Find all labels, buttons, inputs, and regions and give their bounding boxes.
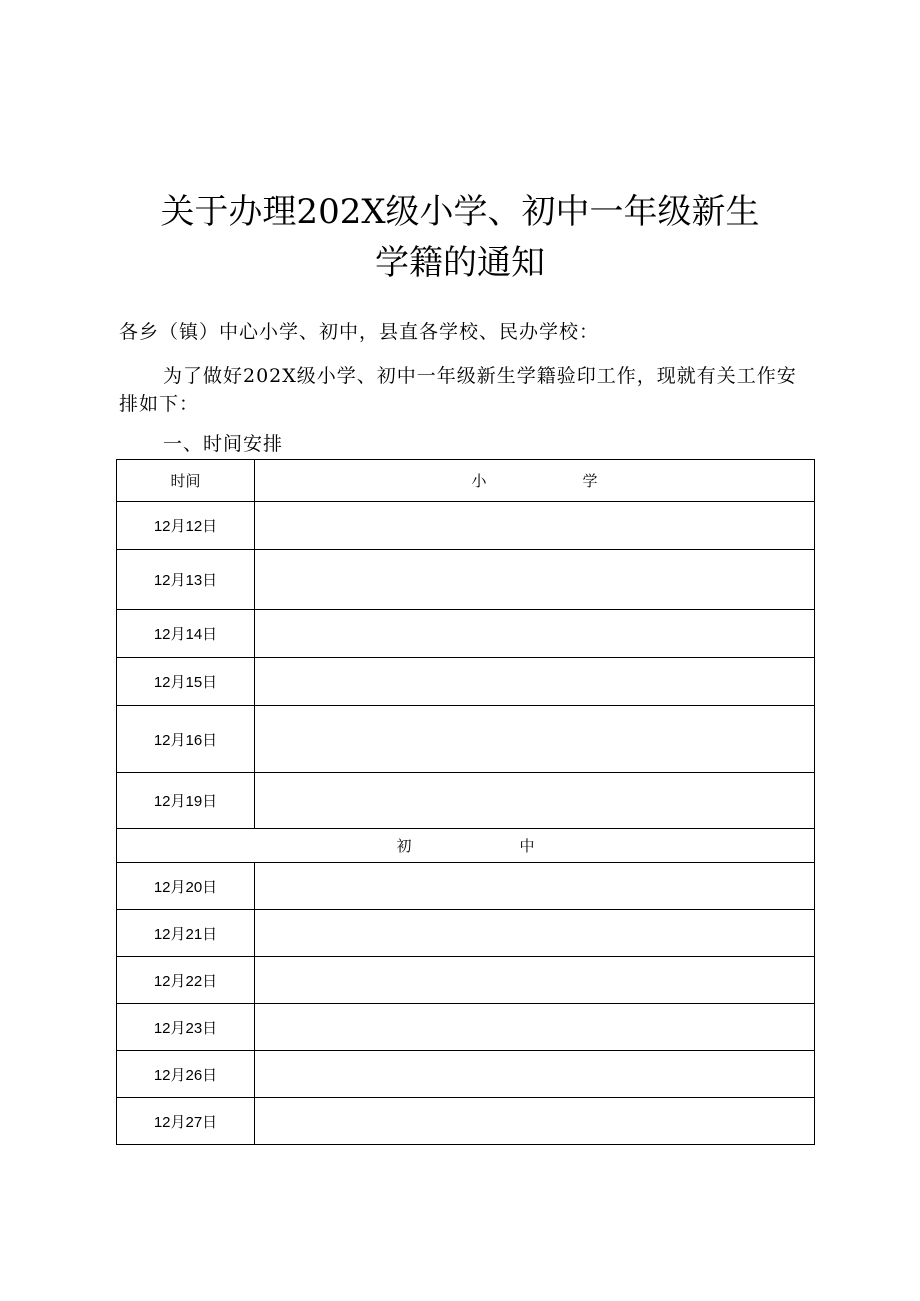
row-content (255, 1004, 815, 1051)
table-row (117, 1004, 815, 1051)
table-row (117, 658, 815, 706)
row-content (255, 957, 815, 1004)
row-content (255, 773, 815, 829)
salutation: 各乡（镇）中心小学、初中，县直各学校、民办学校： (119, 321, 600, 343)
body-paragraph: 为了做好202X级小学、初中一年级新生学籍验印工作，现就有关工作安排如下： (119, 365, 797, 415)
row-content (255, 863, 815, 910)
document-title-line-1: 关于办理202X级小学、初中一年级新生 (160, 192, 760, 232)
middle-school-header-row (117, 829, 815, 863)
row-date: 12月16日 (117, 706, 255, 773)
header-middle-char-2: 中 (519, 838, 535, 855)
row-date: 12月12日 (117, 502, 255, 550)
row-content (255, 1051, 815, 1098)
header-primary-char-2: 学 (582, 473, 598, 490)
row-content (255, 610, 815, 658)
header-time: 时间 (117, 460, 255, 502)
row-content (255, 706, 815, 773)
row-date: 12月15日 (117, 658, 255, 706)
schedule-table (116, 459, 815, 1145)
row-content (255, 550, 815, 610)
row-content (255, 910, 815, 957)
row-date: 12月13日 (117, 550, 255, 610)
table-row (117, 957, 815, 1004)
row-date: 12月23日 (117, 1004, 255, 1051)
row-content (255, 502, 815, 550)
row-content (255, 658, 815, 706)
table-row (117, 863, 815, 910)
table-row (117, 610, 815, 658)
table-row (117, 706, 815, 773)
row-date: 12月22日 (117, 957, 255, 1004)
row-date: 12月14日 (117, 610, 255, 658)
table-row (117, 1098, 815, 1145)
table-header-row (117, 460, 815, 502)
row-date: 12月27日 (117, 1098, 255, 1145)
row-date: 12月26日 (117, 1051, 255, 1098)
row-date: 12月20日 (117, 863, 255, 910)
row-date: 12月21日 (117, 910, 255, 957)
row-date: 12月19日 (117, 773, 255, 829)
header-primary-char-1: 小 (471, 473, 487, 490)
table-row (117, 773, 815, 829)
header-primary-school (255, 460, 815, 502)
row-content (255, 1098, 815, 1145)
document-title-line-2: 学籍的通知 (375, 243, 545, 283)
table-row (117, 1051, 815, 1098)
section-heading-schedule: 一、时间安排 (163, 433, 284, 455)
header-middle-char-1: 初 (396, 838, 412, 855)
table-row (117, 550, 815, 610)
header-middle-school (117, 829, 815, 863)
table-row (117, 910, 815, 957)
table-row (117, 502, 815, 550)
